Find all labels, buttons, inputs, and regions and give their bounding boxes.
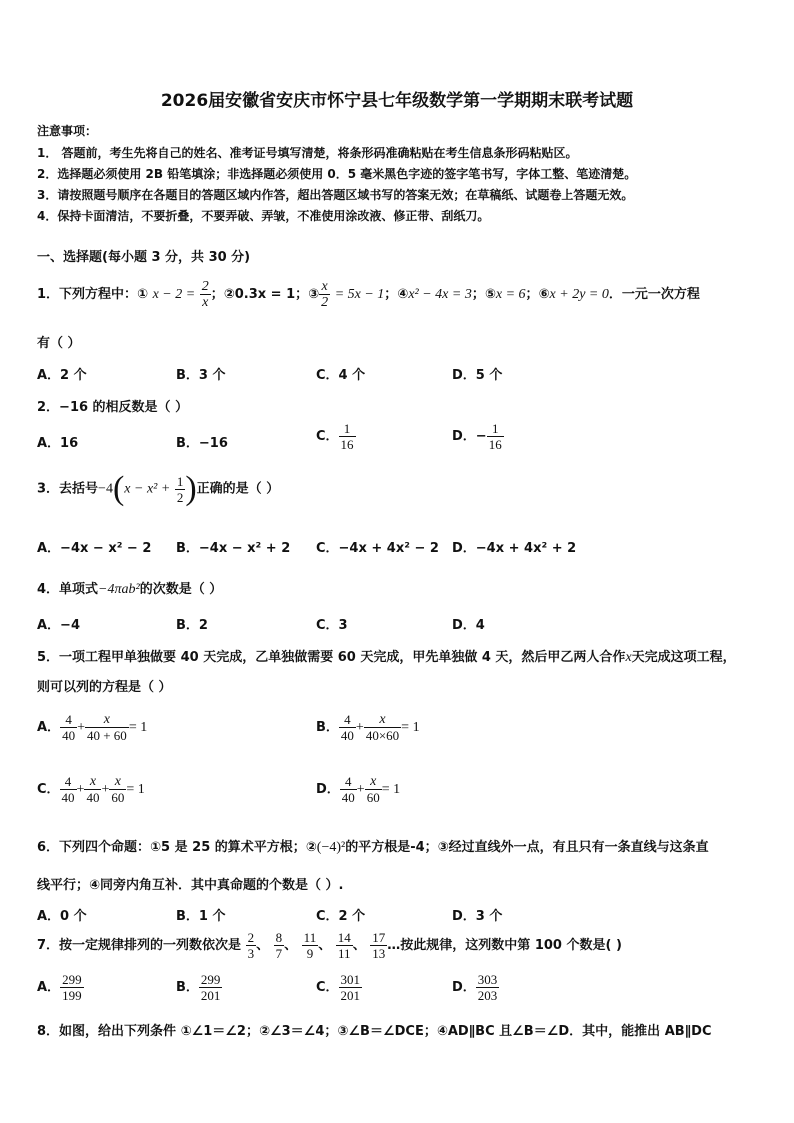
q5-c-rhs: = 1 bbox=[126, 782, 145, 797]
q7-a-num: 299 bbox=[62, 972, 82, 987]
q1-option-c: C．4 个 bbox=[316, 368, 366, 383]
q7-b-den: 201 bbox=[200, 988, 221, 1003]
question-1-stem bbox=[37, 279, 700, 310]
q7-b-label: B． bbox=[176, 980, 199, 995]
q7-sep-4: 、 bbox=[352, 938, 366, 953]
q5-c-label: C． bbox=[37, 782, 60, 797]
q5-a-frac1 bbox=[60, 712, 77, 743]
q5-option-a bbox=[37, 712, 147, 743]
question-8-stem: 8．如图，给出下列条件 ①∠1＝∠2；②∠3＝∠4；③∠B＝∠DCE；④AD∥BC 且∠B＝∠D．其中，能推出 AB∥DC bbox=[37, 1024, 712, 1039]
q2-option-c-label: C． bbox=[316, 429, 339, 444]
q7-b-num: 299 bbox=[200, 972, 221, 987]
q4-suffix: 的次数是（ ） bbox=[139, 582, 223, 597]
q5-d-f1-den: 40 bbox=[341, 790, 355, 805]
q5-b-f2-den: 40×60 bbox=[365, 728, 400, 743]
q7-seq-3 bbox=[302, 930, 319, 961]
q5-d-f1-num: 4 bbox=[340, 774, 357, 790]
q5-b-frac1 bbox=[339, 712, 356, 743]
q5-c-plus-2: + bbox=[101, 782, 110, 797]
q6-line1-end: 的平方根是-4；③经过直线外一点，有且只有一条直线与这条直 bbox=[345, 840, 709, 855]
q7-option-c bbox=[316, 972, 362, 1003]
q1-eq1-left: x − 2 = bbox=[152, 287, 196, 302]
q1-eq1-num: 2 bbox=[201, 279, 209, 294]
q7-d-label: D． bbox=[452, 980, 476, 995]
q6-option-d: D．3 个 bbox=[452, 909, 503, 924]
q3-left-paren: ( bbox=[112, 470, 125, 507]
q7-c-den: 201 bbox=[340, 988, 361, 1003]
q7-seq-4-num: 14 bbox=[337, 930, 351, 945]
q5-b-f2-num: x bbox=[364, 712, 401, 728]
q5-a-rhs: = 1 bbox=[128, 720, 148, 735]
q3-prefix: 3．去括号 bbox=[37, 481, 99, 497]
q1-eq6: x + 2y = 0 bbox=[549, 287, 609, 302]
notice-item-4: 4．保持卡面清洁，不要折叠，不要弄破、弄皱，不准使用涂改液、修正带、刮纸刀。 bbox=[37, 209, 490, 223]
q5-b-frac2 bbox=[364, 712, 401, 743]
question-5-line2: 则可以列的方程是（ ） bbox=[37, 680, 172, 695]
q5-c-frac2 bbox=[84, 774, 101, 805]
q5-b-plus: + bbox=[355, 720, 364, 735]
q1-suffix: ．一元一次方程 bbox=[608, 287, 700, 302]
q5-b-f1-num: 4 bbox=[339, 712, 356, 728]
q3-option-a: A．−4x − x² − 2 bbox=[37, 541, 152, 556]
q2-option-c-fraction bbox=[339, 421, 356, 452]
q5-d-f2-den: 60 bbox=[366, 790, 380, 805]
q5-c-f1-num: 4 bbox=[60, 774, 77, 790]
q4-option-b: B．2 bbox=[176, 618, 208, 633]
q7-seq-4-den: 11 bbox=[337, 946, 351, 961]
q7-seq-1 bbox=[246, 930, 257, 961]
q3-frac-num: 1 bbox=[176, 473, 184, 489]
q5-option-c bbox=[37, 774, 145, 805]
q5-d-frac2 bbox=[365, 774, 382, 805]
q5-a-f2-den: 40 + 60 bbox=[86, 728, 127, 743]
q3-option-b: B．−4x − x² + 2 bbox=[176, 541, 291, 556]
q7-seq-2 bbox=[274, 930, 285, 961]
q7-d-den: 203 bbox=[477, 988, 498, 1003]
q7-sep-1: 、 bbox=[256, 938, 270, 953]
q7-seq-3-den: 9 bbox=[306, 946, 314, 961]
q7-seq-5 bbox=[370, 930, 387, 961]
q6-option-a: A．0 个 bbox=[37, 909, 87, 924]
q2-d-den: 16 bbox=[488, 437, 502, 452]
q5-b-label: B． bbox=[316, 720, 339, 735]
q5-c-frac1 bbox=[60, 774, 77, 805]
q5-a-frac2 bbox=[85, 712, 129, 743]
q7-a-den: 199 bbox=[62, 988, 82, 1003]
q3-right-paren: ) bbox=[185, 470, 197, 507]
q7-seq-2-den: 7 bbox=[275, 946, 283, 961]
q5-a-label: A． bbox=[37, 720, 61, 735]
q5-b-rhs: = 1 bbox=[401, 720, 420, 735]
q5-option-d bbox=[316, 774, 400, 805]
q5-a-plus: + bbox=[77, 720, 85, 735]
question-2-stem: 2．−16 的相反数是（ ） bbox=[37, 400, 189, 415]
q1-eq5: x = 6 bbox=[495, 287, 526, 302]
q5-a-f1-num: 4 bbox=[60, 712, 77, 728]
q3-option-c: C．−4x + 4x² − 2 bbox=[316, 541, 439, 556]
q4-prefix: 4．单项式 bbox=[37, 582, 99, 597]
q2-c-num: 1 bbox=[339, 421, 356, 437]
q7-seq-1-num: 2 bbox=[247, 930, 255, 945]
q5-d-f2-num: x bbox=[365, 774, 382, 790]
q1-c4: ；④ bbox=[384, 287, 409, 302]
q7-c-num: 301 bbox=[340, 972, 361, 987]
q1-eq1-fraction bbox=[200, 279, 211, 310]
q1-option-b: B．3 个 bbox=[176, 368, 226, 383]
q7-c-fraction bbox=[339, 972, 363, 1003]
q7-b-fraction bbox=[199, 972, 223, 1003]
q5-line1-end: 天完成这项工程， bbox=[631, 650, 736, 665]
q3-expr-body: x − x² + bbox=[124, 481, 171, 497]
q7-seq-5-den: 13 bbox=[372, 946, 386, 961]
q7-suffix: …按此规律，这列数中第 100 个数是( ) bbox=[387, 938, 622, 953]
question-7-stem bbox=[37, 930, 622, 961]
q7-seq-1-den: 3 bbox=[247, 946, 255, 961]
q2-option-a: A．16 bbox=[37, 436, 79, 451]
question-4-stem bbox=[37, 578, 222, 598]
q5-option-b bbox=[316, 712, 420, 743]
q3-suffix: 正确的是（ ） bbox=[196, 481, 280, 497]
q5-d-frac1 bbox=[340, 774, 357, 805]
q5-c-f2-num: x bbox=[84, 774, 101, 790]
q6-line1-start: 6．下列四个命题：①5 是 25 的算术平方根；② bbox=[37, 840, 317, 855]
q4-option-d: D．4 bbox=[452, 618, 485, 633]
q5-d-label: D． bbox=[316, 782, 340, 797]
q7-a-label: A． bbox=[37, 980, 61, 995]
q5-c-f1-den: 40 bbox=[61, 790, 75, 805]
q7-seq-5-num: 17 bbox=[372, 930, 386, 945]
q3-frac-den: 2 bbox=[176, 489, 184, 505]
notice-item-3: 3．请按照题号顺序在各题目的答题区域内作答，超出答题区域书写的答案无效；在草稿纸、试题卷上答题无效。 bbox=[37, 188, 634, 202]
q7-seq-3-num: 11 bbox=[303, 930, 317, 945]
q1-eq3-den: 2 bbox=[321, 295, 329, 310]
q7-c-label: C． bbox=[316, 980, 339, 995]
q2-option-b: B．−16 bbox=[176, 436, 228, 451]
question-1-line2: 有（ ） bbox=[37, 336, 81, 351]
q5-c-plus-1: + bbox=[76, 782, 85, 797]
q4-option-a: A．−4 bbox=[37, 618, 80, 633]
q7-seq-2-num: 8 bbox=[275, 930, 283, 945]
q6-expression: (−4)² bbox=[316, 840, 346, 855]
q3-fraction bbox=[175, 474, 186, 505]
q7-d-num: 303 bbox=[477, 972, 498, 987]
q2-option-d-fraction bbox=[487, 421, 504, 452]
q5-d-rhs: = 1 bbox=[381, 782, 401, 797]
q5-line1-text: 5．一项工程甲单独做要 40 天完成，乙单独做需要 60 天完成，甲先单独做 4 天，然后甲乙两人合作 bbox=[37, 650, 626, 665]
q7-sep-2: 、 bbox=[284, 938, 298, 953]
q7-sep-3: 、 bbox=[318, 938, 332, 953]
q7-option-d bbox=[452, 972, 499, 1003]
q5-variable: x bbox=[625, 650, 632, 665]
q1-prefix: 1．下列方程中： bbox=[37, 287, 138, 302]
q1-circle-1: ① bbox=[137, 287, 149, 302]
q1-c5: ；⑤ bbox=[471, 287, 496, 302]
q5-c-f3-den: 60 bbox=[111, 790, 125, 805]
q7-a-fraction bbox=[60, 972, 84, 1003]
notice-item-1: 1． 答题前，考生先将自己的姓名、准考证号填写清楚，将条形码准确粘贴在考生信息条形码粘贴区。 bbox=[37, 146, 578, 160]
q5-c-f2-den: 40 bbox=[86, 790, 100, 805]
q2-option-d bbox=[452, 421, 504, 452]
q5-c-f3-num: x bbox=[109, 774, 126, 790]
q5-a-f1-den: 40 bbox=[62, 728, 76, 743]
q2-d-num: 1 bbox=[487, 421, 504, 437]
q6-option-c: C．2 个 bbox=[316, 909, 366, 924]
q5-c-frac3 bbox=[109, 774, 126, 805]
q2-c-den: 16 bbox=[340, 437, 354, 452]
q7-seq-4 bbox=[336, 930, 353, 961]
q1-eq3-fraction bbox=[319, 279, 330, 310]
q3-option-d: D．−4x + 4x² + 2 bbox=[452, 541, 577, 556]
q1-option-d: D．5 个 bbox=[452, 368, 503, 383]
q6-option-b: B．1 个 bbox=[176, 909, 226, 924]
question-6-line1 bbox=[37, 836, 709, 856]
question-6-line2: 线平行；④同旁内角互补．其中真命题的个数是（ ）. bbox=[37, 878, 344, 893]
q5-b-f1-den: 40 bbox=[340, 728, 354, 743]
q7-d-fraction bbox=[476, 972, 500, 1003]
q1-eq1-den: x bbox=[202, 295, 209, 310]
q7-option-a bbox=[37, 972, 84, 1003]
notice-item-2: 2．选择题必须使用 2B 铅笔填涂；非选择题必须使用 0．5 毫米黑色字迹的签字笔书写，字体工整、笔迹清楚。 bbox=[37, 167, 637, 181]
section-heading: 一、选择题(每小题 3 分，共 30 分) bbox=[37, 250, 251, 265]
q2-option-c bbox=[316, 421, 356, 452]
q3-expr-coef: −4 bbox=[98, 481, 113, 497]
q1-eq3-right: = 5x − 1 bbox=[334, 287, 385, 302]
q1-eq3-num: x bbox=[319, 279, 330, 295]
q1-eq4: x² − 4x = 3 bbox=[408, 287, 472, 302]
q1-option-a: A．2 个 bbox=[37, 368, 87, 383]
q5-d-plus: + bbox=[356, 782, 365, 797]
q4-expression: −4πab² bbox=[98, 582, 140, 597]
q7-option-b bbox=[176, 972, 222, 1003]
page-title: 2026届安徽省安庆市怀宁县七年级数学第一学期期末联考试题 bbox=[160, 91, 634, 111]
q1-c6: ；⑥ bbox=[525, 287, 550, 302]
q5-a-f2-num: x bbox=[85, 712, 129, 728]
q2-option-d-label: D．− bbox=[452, 429, 487, 444]
q4-option-c: C．3 bbox=[316, 618, 348, 633]
question-3-stem bbox=[37, 470, 279, 508]
q7-prefix: 7．按一定规律排列的一列数依次是 bbox=[37, 938, 242, 953]
q1-c2: ；②0.3x = 1；③ bbox=[210, 287, 320, 302]
notice-heading: 注意事项： bbox=[37, 124, 98, 138]
question-5-line1 bbox=[37, 646, 736, 666]
